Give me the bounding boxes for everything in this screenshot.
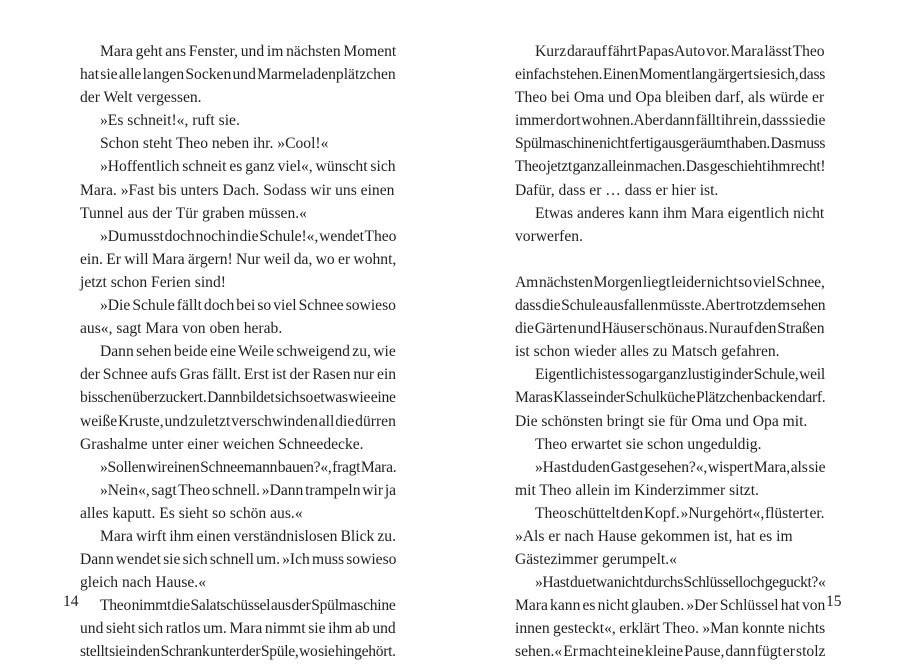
right-page-text [515,40,825,664]
text-line: Mara kann es nicht glauben. »Der Schlüssel hat von [515,597,826,615]
text-line: stellt sie in den Schrank unter der Spüle, wo sie hingehört. [80,643,396,661]
text-line: Am nächsten Morgen liegt leider nicht so viel Schnee, [515,273,825,291]
text-line: Mara wirft ihm einen verständnislosen Blick zu. [100,527,396,545]
text-line: Maras Klasse in der Schulküche Plätzchen backen darf. [515,389,826,407]
text-line: ist schon wieder alles zu Matsch gefahren. [515,343,780,361]
text-line: »Sollen wir einen Schneemann bauen?«, fragt Mara. [100,458,397,476]
text-line: Spülmaschine nicht fertig ausgeräumt haben. Das muss [515,135,826,153]
text-line: aus«, sagt Mara von oben herab. [80,320,283,338]
text-line: der Welt vergessen. [80,89,202,107]
text-line: »Es schneit!«, ruft sie. [100,112,240,130]
text-line: Etwas anderes kann ihm Mara eigentlich nicht [535,204,825,222]
text-line: Theo bei Oma und Opa bleiben darf, als würde er [515,89,825,107]
text-line: ein. Er will Mara ärgern! Nur weil da, wo er wohnt, [80,250,397,268]
text-line: Mara. »Fast bis unters Dach. Sodass wir uns einen [80,181,395,199]
text-line: einfach stehen. Einen Moment lang ärgert sie sich, dass [515,66,826,84]
text-line: innen gesteckt«, erklärt Theo. »Man konnte nichts [515,620,826,638]
left-page-number: 14 [63,593,79,610]
text-line: Schon steht Theo neben ihr. »Cool!« [100,135,329,153]
text-line: »Als er nach Hause gekommen ist, hat es im [515,527,793,545]
text-line: Dafür, dass er … dass er hier ist. [515,181,719,199]
text-line: »Hast du etwa nicht durchs Schlüsselloch geguckt?« [535,574,826,592]
text-line: hat sie alle langen Socken und Marmeladenplätzchen [80,66,396,84]
text-line: Gästezimmer gerumpelt.« [515,551,677,569]
text-line: Theo jetzt ganz allein machen. Das geschieht ihm recht! [515,158,826,176]
text-line: Tunnel aus der Tür graben müssen.« [80,204,307,222]
text-line: gleich nach Hause.« [80,574,206,592]
text-line: bisschen überzuckert. Dann bildet sich so etwas wie eine [80,389,396,407]
text-line: mit Theo allein im Kinderzimmer sitzt. [515,481,759,499]
text-line: Die schönsten bringt sie für Oma und Opa mit. [515,412,808,430]
text-line: Grashalme unter einer weichen Schneedecke. [80,435,364,453]
text-line: »Du musst doch noch in die Schule!«, wendet Theo [100,227,397,245]
text-line: weiße Kruste, und zuletzt verschwinden all die dürren [80,412,396,430]
text-line: Theo erwartet sie schon ungeduldig. [535,435,762,453]
text-line: alles kaputt. Es sieht so schön aus.« [80,504,303,522]
text-line: der Schnee aufs Gras fällt. Erst ist der Rasen nur ein [80,366,397,384]
text-line: vorwerfen. [515,227,583,245]
paragraph-break [515,248,825,271]
right-page-number: 15 [826,593,842,610]
text-line: Theo nimmt die Salatschüssel aus der Spülmaschine [100,597,396,615]
text-line: Kurz darauf fährt Papas Auto vor. Mara lässt Theo [535,43,825,60]
text-line: »Nein«, sagt Theo schnell. »Dann trampeln wir ja [100,481,397,499]
text-line: »Hoffentlich schneit es ganz viel«, wünscht sich [100,158,396,176]
text-line: Dann sehen beide eine Weile schweigend zu, wie [100,343,396,361]
left-page-text [80,40,396,664]
text-line: Eigentlich ist es sogar ganz lustig in der Schule, weil [535,366,825,384]
text-line: immer dort wohnen. Aber dann fällt ihr ein, dass sie die [515,112,826,130]
text-line: und sieht sich ratlos um. Mara nimmt sie ihm ab und [80,620,396,638]
text-line: »Die Schule fällt doch bei so viel Schnee sowieso [100,297,396,315]
text-line: jetzt schon Ferien sind! [80,273,226,291]
text-line: sehen.« Er macht eine kleine Pause, dann fügt er stolz [515,643,826,661]
text-line: Dann wendet sie sich schnell um. »Ich muss sowieso [80,551,397,569]
text-line: »Hast du den Gast gesehen?«, wispert Mara, als sie [535,458,826,476]
text-line: dass die Schule ausfallen müsste. Aber trotzdem sehen [515,297,826,315]
text-line: Theo schüttelt den Kopf. »Nur gehört«, flüstert er. [535,504,825,522]
text-line: die Gärten und Häuser schön aus. Nur auf den Straßen [515,320,825,338]
text-line: Mara geht ans Fenster, und im nächsten Moment [100,43,397,60]
